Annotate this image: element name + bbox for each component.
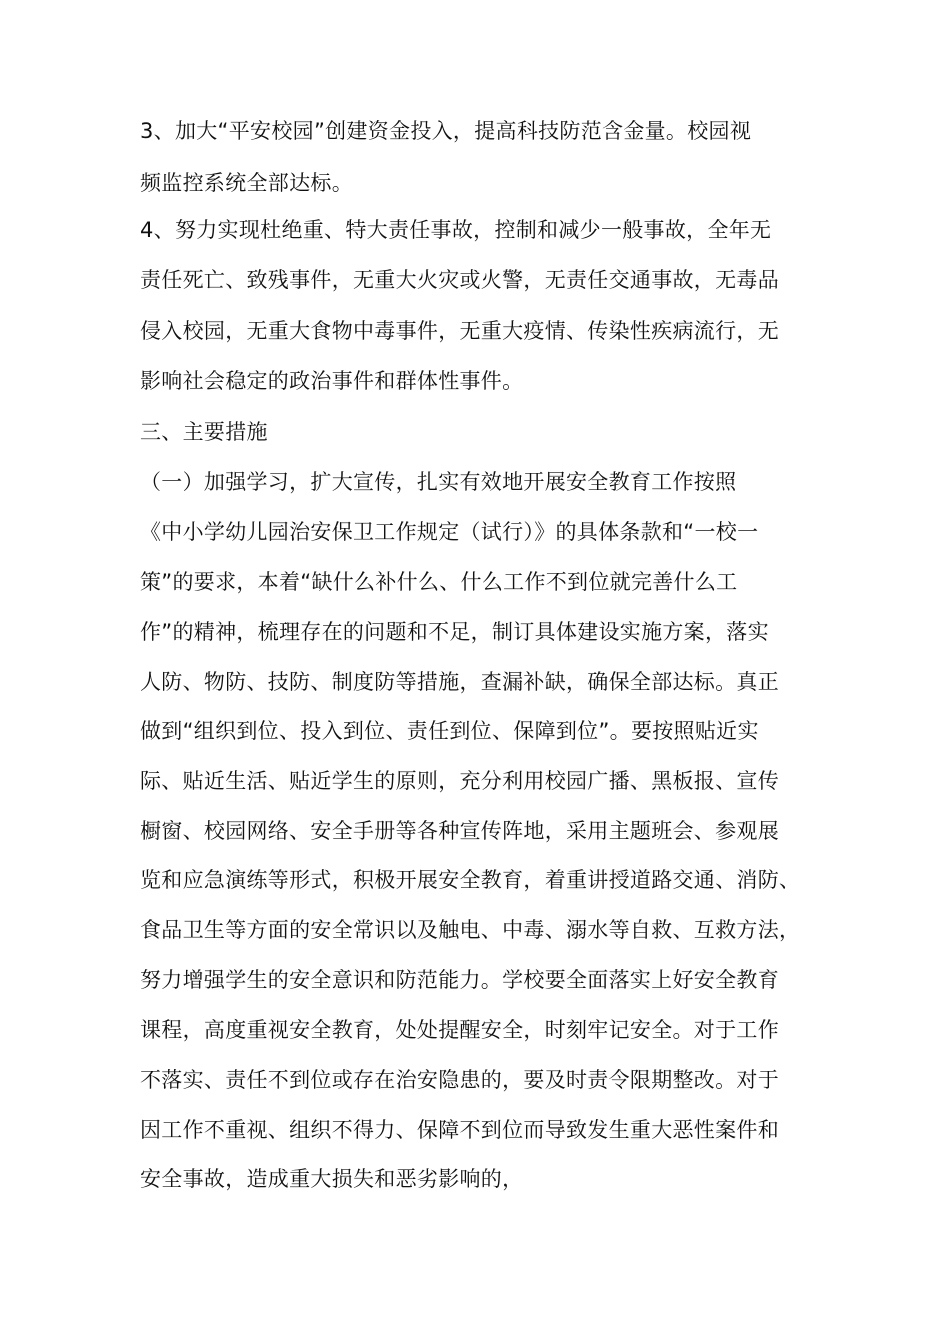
text-line-2: 频监控系统全部达标。 <box>140 171 353 195</box>
text-line-6: 影响社会稳定的政治事件和群体性事件。 <box>140 369 524 393</box>
text-line-12: 人防、物防、技防、制度防等措施，查漏补缺，确保全部达标。真正 <box>140 670 779 694</box>
text-line-3: 4、努力实现杜绝重、特大责任事故，控制和减少一般事故，全年无 <box>140 218 772 242</box>
text-line-5: 侵入校园，无重大食物中毒事件，无重大疫情、传染性疾病流行，无 <box>140 319 779 343</box>
text-line-10: 策”的要求，本着“缺什么补什么、什么工作不到位就完善什么工 <box>140 570 738 594</box>
text-line-17: 食品卫生等方面的安全常识以及触电、中毒、溺水等自救、互救方法， <box>140 918 801 942</box>
text-line-13: 做到“组织到位、投入到位、责任到位、保障到位”。要按照贴近实 <box>140 719 759 743</box>
text-line-4: 责任死亡、致残事件，无重大火灾或火警，无责任交通事故，无毒品 <box>140 268 779 292</box>
text-line-18: 努力增强学生的安全意识和防范能力。学校要全面落实上好安全教育 <box>140 968 779 992</box>
text-line-19: 课程，高度重视安全教育，处处提醒安全，时刻牢记安全。对于工作 <box>140 1018 779 1042</box>
text-line-1: 3、加大“平安校园”创建资金投入，提高科技防范含金量。校园视 <box>140 119 752 143</box>
text-line-22: 安全事故，造成重大损失和恶劣影响的， <box>140 1167 524 1191</box>
text-line-9: 《中小学幼儿园治安保卫工作规定（试行）》的具体条款和“一校一 <box>140 520 759 544</box>
text-line-14: 际、贴近生活、贴近学生的原则，充分利用校园广播、黑板报、宣传 <box>140 769 779 793</box>
text-line-8: （一）加强学习，扩大宣传，扎实有效地开展安全教育工作按照 <box>140 470 737 494</box>
section-heading: 三、主要措施 <box>140 420 268 444</box>
text-line-11: 作”的精神，梳理存在的问题和不足，制订具体建设实施方案，落实 <box>140 620 769 644</box>
text-line-16: 览和应急演练等形式，积极开展安全教育，着重讲授道路交通、消防、 <box>140 868 801 892</box>
text-line-15: 橱窗、校园网络、安全手册等各种宣传阵地，采用主题班会、参观展 <box>140 819 779 843</box>
text-line-20: 不落实、责任不到位或存在治安隐患的，要及时责令限期整改。对于 <box>140 1068 779 1092</box>
text-line-21: 因工作不重视、组织不得力、保障不到位而导致发生重大恶性案件和 <box>140 1118 779 1142</box>
